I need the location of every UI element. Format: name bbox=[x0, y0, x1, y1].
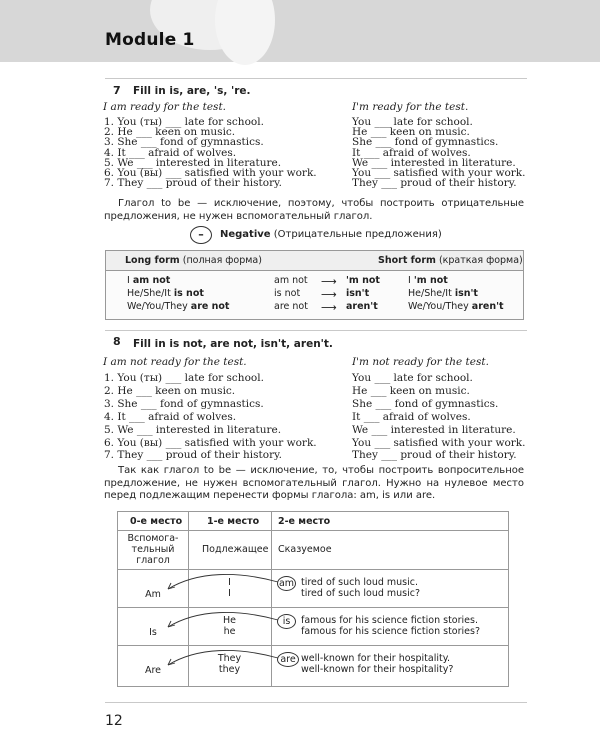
contraction-source: am not bbox=[274, 275, 308, 286]
exercise-line: We ___ interested in literature. bbox=[352, 423, 516, 436]
footer-divider bbox=[105, 702, 527, 703]
short-form-cell: He/She/It isn't bbox=[408, 288, 478, 299]
long-form-cell: I am not bbox=[127, 275, 171, 286]
exercise-line: 2. He ___ keen on music. bbox=[104, 384, 236, 397]
predicate-cell: well-known for their hospitality? bbox=[301, 664, 454, 675]
exercise-line: 2. He ___ keen on music. bbox=[104, 126, 236, 139]
exercise-8-example-left: I am not ready for the test. bbox=[103, 356, 247, 368]
module-header-band bbox=[0, 0, 600, 62]
exercise-7-example-right: I'm ready for the test. bbox=[352, 101, 469, 113]
exercise-line: He ___ keen on music. bbox=[352, 126, 470, 139]
exercise-7-number: 7 bbox=[113, 84, 121, 97]
contraction-source: is not bbox=[274, 288, 301, 299]
subject-cell: I bbox=[228, 588, 231, 599]
exercise-7-title: Fill in is, are, 's, 're. bbox=[133, 85, 251, 97]
exercise-line: It ___ afraid of wolves. bbox=[352, 410, 471, 423]
negative-heading bbox=[220, 229, 442, 240]
arrow-icon: ⟶ bbox=[321, 288, 337, 301]
exercise-line: You ___ late for school. bbox=[352, 116, 473, 128]
exercise-line: 4. It ___ afraid of wolves. bbox=[104, 146, 237, 159]
short-form-cell: We/You/They aren't bbox=[408, 301, 504, 312]
circled-verb: am bbox=[278, 578, 295, 589]
header-first-place: 1-е место bbox=[207, 516, 260, 527]
exercise-line: 1. You (ты) ___ late for school. bbox=[104, 372, 264, 384]
exercise-8-example-right: I'm not ready for the test. bbox=[352, 356, 489, 368]
exercise-line: It ___ afraid of wolves. bbox=[352, 146, 471, 159]
exercise-line: 3. She ___ fond of gymnastics. bbox=[104, 397, 264, 410]
short-form-cell: I 'm not bbox=[408, 275, 448, 286]
exercise-8-right-list bbox=[352, 372, 526, 462]
exercise-line: 5. We ___ interested in literature. bbox=[104, 423, 282, 436]
exercise-line: She ___ fond of gymnastics. bbox=[352, 136, 499, 149]
exercise-line: 6. You (вы) ___ satisfied with your work. bbox=[104, 436, 317, 449]
predicate-cell: tired of such loud music? bbox=[301, 588, 421, 599]
subject-label: Подлежащее bbox=[202, 544, 269, 555]
exercise-line: She ___ fond of gymnastics. bbox=[352, 397, 499, 410]
short-form-subtitle: (краткая форма) bbox=[438, 255, 523, 266]
contraction-result: isn't bbox=[346, 288, 370, 299]
predicate-cell: famous for his science fiction stories? bbox=[301, 626, 480, 637]
header-decoration bbox=[215, 0, 275, 65]
divider bbox=[105, 78, 527, 79]
predicate-cell: tired of such loud music. bbox=[301, 577, 418, 588]
note-questions: Так как глагол to be — исключение, то, чтобы построить вопросительное предложение, не нужен вспомогательный глагол. Нужно на нулевое место перед подлежащим перенести формы глагола: am, is или are. bbox=[104, 465, 524, 501]
module-title: Module 1 bbox=[105, 30, 195, 50]
exercise-7-right-list bbox=[352, 117, 526, 188]
question-word-order-table bbox=[117, 511, 509, 687]
subject-cell: He bbox=[223, 615, 236, 626]
short-form-header bbox=[378, 255, 523, 266]
arrow-icon: ⟶ bbox=[321, 301, 337, 314]
aux-verb-cell: Am bbox=[145, 589, 161, 600]
aux-verb-label: Вспомога- тельный глагол bbox=[127, 533, 179, 566]
long-form-subtitle: (полная форма) bbox=[182, 255, 262, 266]
predicate-label: Сказуемое bbox=[278, 544, 332, 555]
subject-cell: They bbox=[217, 653, 242, 664]
negative-forms-table bbox=[105, 250, 524, 320]
contraction-result: 'm not bbox=[346, 275, 380, 286]
move-arrow bbox=[168, 650, 278, 665]
move-arrow bbox=[168, 574, 278, 589]
short-form-title: Short form bbox=[378, 255, 436, 266]
subject-cell: he bbox=[223, 626, 236, 637]
exercise-line: 4. It ___ afraid of wolves. bbox=[104, 410, 237, 423]
exercise-line: He ___ keen on music. bbox=[352, 384, 470, 397]
exercise-line: 1. You (ты) ___ late for school. bbox=[104, 116, 264, 128]
note-negative: Глагол to be — исключение, поэтому, чтобы построить отрицательные предложения, не нужен вспомогательный глагол. bbox=[104, 198, 524, 222]
long-form-cell: He/She/It is not bbox=[127, 288, 204, 299]
subject-cell: they bbox=[218, 664, 241, 675]
predicate-cell: well-known for their hospitality. bbox=[301, 653, 450, 664]
circled-verb: are bbox=[277, 652, 299, 667]
exercise-line: We ___ interested in literature. bbox=[352, 156, 516, 169]
long-form-header bbox=[125, 255, 262, 266]
exercise-7-left-list bbox=[104, 117, 317, 188]
aux-verb-cell: Is bbox=[149, 627, 157, 638]
exercise-line: 3. She ___ fond of gymnastics. bbox=[104, 136, 264, 149]
negative-subtitle: (Отрицательные предложения) bbox=[273, 229, 442, 240]
exercise-line: You ___ satisfied with your work. bbox=[352, 167, 526, 180]
negative-title: Negative bbox=[220, 229, 271, 240]
circled-verb: is bbox=[277, 614, 296, 629]
movement-arrows bbox=[118, 512, 508, 686]
arrow-icon: ⟶ bbox=[321, 275, 337, 288]
page-number: 12 bbox=[105, 713, 123, 729]
exercise-line: 7. They ___ proud of their history. bbox=[104, 449, 282, 462]
contraction-source: are not bbox=[274, 301, 308, 312]
exercise-7-example-left: I am ready for the test. bbox=[103, 101, 227, 113]
minus-icon: – bbox=[190, 226, 212, 244]
subject-cell: I bbox=[228, 577, 231, 588]
exercise-line: 6. You (вы) ___ satisfied with your work. bbox=[104, 167, 317, 180]
header-zero-place: 0-е место bbox=[130, 516, 183, 527]
exercise-line: 5. We ___ interested in literature. bbox=[104, 156, 282, 169]
exercise-8-left-list bbox=[104, 372, 317, 462]
aux-verb-cell: Are bbox=[144, 665, 162, 676]
exercise-8-title: Fill in is not, are not, isn't, aren't. bbox=[133, 338, 333, 350]
exercise-line: 7. They ___ proud of their history. bbox=[104, 177, 282, 190]
long-form-title: Long form bbox=[125, 255, 180, 266]
header-second-place: 2-е место bbox=[278, 516, 331, 527]
long-form-cell: We/You/They are not bbox=[127, 301, 230, 312]
exercise-8-number: 8 bbox=[113, 335, 121, 348]
exercise-line: They ___ proud of their history. bbox=[352, 177, 517, 190]
move-arrow bbox=[168, 612, 278, 627]
divider bbox=[105, 330, 527, 331]
predicate-cell: famous for his science fiction stories. bbox=[301, 615, 478, 626]
exercise-line: You ___ late for school. bbox=[352, 372, 473, 384]
contraction-result: aren't bbox=[346, 301, 378, 312]
exercise-line: They ___ proud of their history. bbox=[352, 449, 517, 462]
exercise-line: You ___ satisfied with your work. bbox=[352, 436, 526, 449]
